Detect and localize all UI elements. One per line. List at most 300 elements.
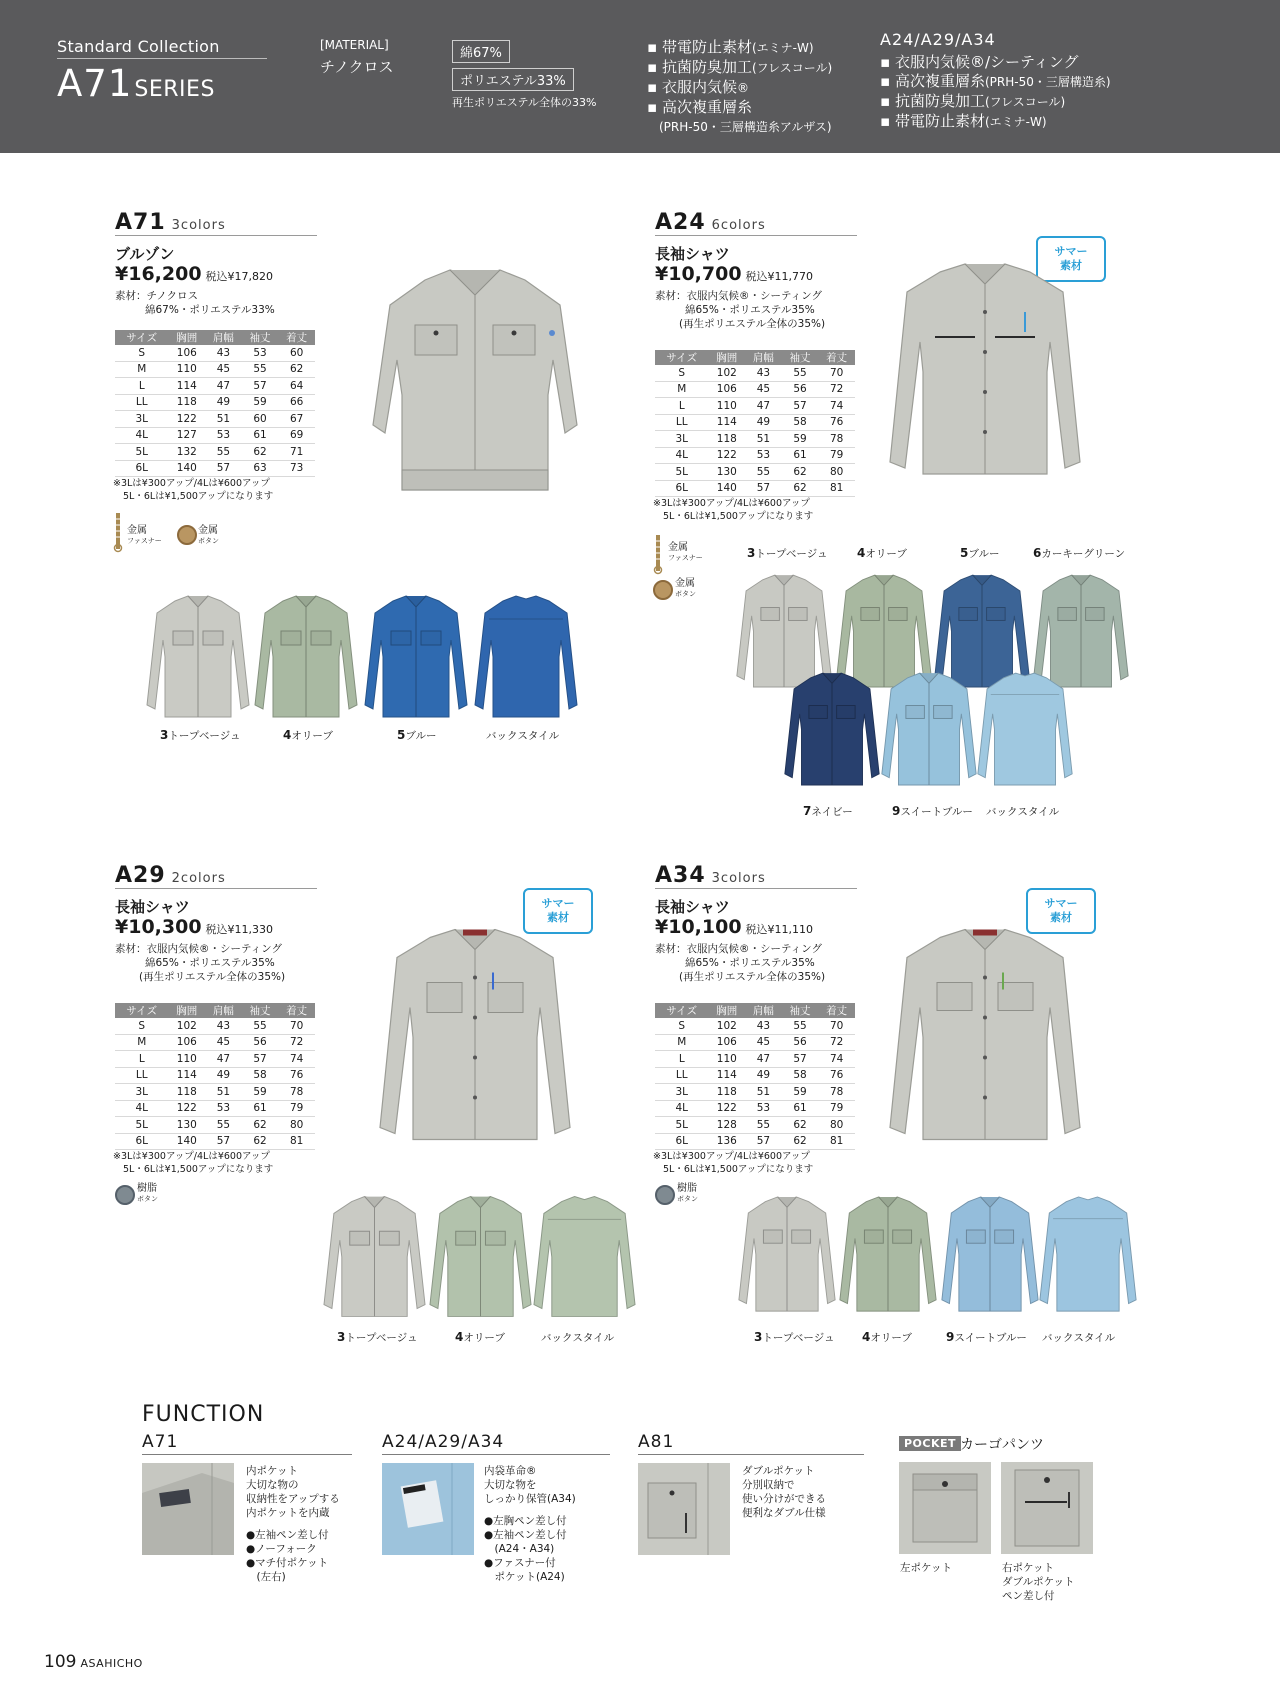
table-cell: 127 bbox=[168, 427, 205, 444]
garment-pocket bbox=[959, 608, 977, 621]
column-header: 胸囲 bbox=[168, 330, 205, 345]
shirts-feature-list bbox=[880, 53, 1111, 132]
a29-material: 素材：衣服内気候®・シーティング 綿65%・ポリエステル35% (再生ポリエステル全体の35%) bbox=[115, 943, 286, 983]
table-cell: 53 bbox=[242, 345, 279, 361]
collection-label: Standard Collection bbox=[57, 37, 220, 56]
table-cell: 53 bbox=[205, 1100, 242, 1117]
table-cell: 61 bbox=[242, 427, 279, 444]
table-row bbox=[115, 1133, 315, 1150]
garment-pocket bbox=[966, 1230, 985, 1243]
summer-material-badge: サマー 素材 bbox=[1026, 888, 1096, 934]
button-label: 金属 ボタン bbox=[198, 525, 219, 545]
brand-name: ASAHICHO bbox=[80, 1657, 143, 1670]
table-cell: 62 bbox=[242, 444, 279, 461]
variant-caption: 5ブルー bbox=[397, 728, 437, 742]
material-label: [MATERIAL] bbox=[320, 38, 389, 52]
table-row bbox=[115, 411, 315, 428]
a24-size-table bbox=[655, 350, 855, 497]
a29-name: 長袖シャツ bbox=[115, 898, 190, 916]
function-rule bbox=[382, 1454, 610, 1455]
column-header: 着丈 bbox=[818, 350, 855, 365]
a24-name: 長袖シャツ bbox=[655, 245, 730, 263]
table-cell: S bbox=[655, 1018, 708, 1034]
table-cell: 49 bbox=[745, 1067, 782, 1084]
variant-garment bbox=[428, 1190, 533, 1325]
variant-caption: バックスタイル bbox=[541, 1332, 615, 1344]
table-row bbox=[655, 1133, 855, 1150]
table-cell: 64 bbox=[278, 378, 315, 395]
variant-caption: 4オリーブ bbox=[862, 1330, 912, 1344]
table-row bbox=[655, 1084, 855, 1101]
table-row bbox=[655, 365, 855, 381]
column-header: サイズ bbox=[115, 330, 168, 345]
table-cell: 6L bbox=[655, 480, 708, 497]
table-cell: 43 bbox=[745, 365, 782, 381]
table-cell: 56 bbox=[782, 381, 819, 398]
table-cell: 122 bbox=[708, 1100, 745, 1117]
table-cell: 79 bbox=[818, 1100, 855, 1117]
garment-pocket bbox=[934, 706, 952, 719]
function-desc: ダブルポケット 分別収納で 使い分けができる 便利なダブル仕様 bbox=[742, 1465, 826, 1519]
inner-bag-photo bbox=[382, 1463, 474, 1555]
table-row bbox=[655, 1067, 855, 1084]
table-cell: 62 bbox=[242, 1133, 279, 1150]
title-underline bbox=[655, 235, 857, 236]
table-cell: 45 bbox=[745, 381, 782, 398]
table-cell: 62 bbox=[782, 1133, 819, 1150]
table-cell: 72 bbox=[818, 381, 855, 398]
table-cell: 43 bbox=[745, 1018, 782, 1034]
table-cell: 78 bbox=[278, 1084, 315, 1101]
table-cell: 110 bbox=[168, 361, 205, 378]
table-cell: 118 bbox=[168, 1084, 205, 1101]
table-cell: 102 bbox=[708, 365, 745, 381]
table-cell: 114 bbox=[168, 378, 205, 395]
table-cell: 114 bbox=[708, 1067, 745, 1084]
zipper-icon bbox=[113, 513, 123, 557]
series-header bbox=[0, 0, 1280, 153]
table-row bbox=[115, 1100, 315, 1117]
table-cell: 3L bbox=[655, 431, 708, 448]
recycle-note: 再生ポリエステル全体の33% bbox=[452, 96, 597, 109]
garment-pocket bbox=[281, 631, 301, 645]
table-cell: 43 bbox=[205, 345, 242, 361]
table-cell: 102 bbox=[708, 1018, 745, 1034]
table-cell: 3L bbox=[115, 1084, 168, 1101]
table-cell: 59 bbox=[782, 1084, 819, 1101]
table-cell: 57 bbox=[205, 1133, 242, 1150]
table-cell: 5L bbox=[115, 1117, 168, 1134]
series-suffix: SERIES bbox=[134, 77, 215, 102]
garment-pocket bbox=[350, 1231, 370, 1245]
column-header: 袖丈 bbox=[782, 1003, 819, 1018]
variant-caption: 7ネイビー bbox=[803, 804, 853, 818]
garment-pocket bbox=[789, 608, 807, 621]
table-cell: 57 bbox=[782, 1051, 819, 1068]
a34-material: 素材：衣服内気候®・シーティング 綿65%・ポリエステル35% (再生ポリエステル全体の35%) bbox=[655, 943, 826, 983]
table-cell: 118 bbox=[708, 1084, 745, 1101]
right-pocket-photo bbox=[1001, 1462, 1093, 1554]
table-cell: 3L bbox=[115, 411, 168, 428]
a71-feature-list bbox=[647, 38, 832, 137]
table-cell: 80 bbox=[818, 464, 855, 481]
garment-body bbox=[1040, 1197, 1136, 1311]
garment-body bbox=[534, 1197, 635, 1317]
column-header: 肩幅 bbox=[745, 1003, 782, 1018]
table-cell: 4L bbox=[115, 1100, 168, 1117]
table-cell: 45 bbox=[205, 361, 242, 378]
table-cell: 110 bbox=[168, 1051, 205, 1068]
variant-garment bbox=[363, 595, 469, 720]
column-header: 胸囲 bbox=[708, 1003, 745, 1018]
table-cell: 80 bbox=[278, 1117, 315, 1134]
garment-pocket bbox=[861, 608, 879, 621]
table-row bbox=[115, 1117, 315, 1134]
table-cell: M bbox=[655, 381, 708, 398]
garment-pocket bbox=[809, 706, 827, 719]
column-header: 着丈 bbox=[278, 1003, 315, 1018]
table-cell: M bbox=[655, 1034, 708, 1051]
table-cell: 47 bbox=[745, 1051, 782, 1068]
a34-size-table bbox=[655, 1003, 855, 1150]
table-cell: 106 bbox=[168, 345, 205, 361]
table-cell: 49 bbox=[745, 414, 782, 431]
garment-pocket bbox=[995, 1230, 1014, 1243]
table-cell: 45 bbox=[205, 1034, 242, 1051]
feature-item: ▪ 帯電防止素材(エミナ-W) bbox=[880, 112, 1047, 130]
variant-caption: 6カーキーグリーン bbox=[1033, 546, 1126, 560]
a71-material: 素材：チノクロス 綿67%・ポリエステル33% bbox=[115, 290, 275, 316]
title-underline bbox=[115, 888, 317, 889]
table-row bbox=[655, 1100, 855, 1117]
metal-button-icon bbox=[653, 580, 673, 600]
table-cell: 118 bbox=[708, 431, 745, 448]
garment-pocket bbox=[792, 1230, 811, 1243]
table-cell: 61 bbox=[242, 1100, 279, 1117]
table-cell: 60 bbox=[278, 345, 315, 361]
table-cell: 66 bbox=[278, 394, 315, 411]
table-cell: LL bbox=[655, 414, 708, 431]
a71-title: A71 3colors bbox=[115, 210, 226, 235]
table-cell: 60 bbox=[242, 411, 279, 428]
table-cell: 57 bbox=[745, 1133, 782, 1150]
column-header: サイズ bbox=[115, 1003, 168, 1018]
table-cell: 110 bbox=[708, 1051, 745, 1068]
button-label: 金属 ボタン bbox=[675, 578, 696, 598]
table-cell: 114 bbox=[168, 1067, 205, 1084]
table-cell: 106 bbox=[708, 1034, 745, 1051]
table-cell: 57 bbox=[782, 398, 819, 415]
garment-pocket bbox=[456, 1231, 476, 1245]
table-cell: 4L bbox=[655, 447, 708, 464]
table-cell: L bbox=[115, 378, 168, 395]
table-row bbox=[115, 378, 315, 395]
table-cell: 72 bbox=[278, 1034, 315, 1051]
table-cell: S bbox=[655, 365, 708, 381]
table-row bbox=[115, 1034, 315, 1051]
a24-price: ¥10,700 税込¥11,770 bbox=[655, 263, 814, 285]
feature-item: ▪ 衣服内気候® bbox=[647, 78, 749, 96]
garment-pocket bbox=[391, 631, 411, 645]
table-cell: 53 bbox=[745, 447, 782, 464]
variant-garment bbox=[976, 670, 1074, 790]
table-row bbox=[115, 427, 315, 444]
garment-pocket bbox=[889, 608, 907, 621]
column-header: サイズ bbox=[655, 1003, 708, 1018]
variant-caption: 4オリーブ bbox=[455, 1330, 505, 1344]
table-cell: 59 bbox=[242, 1084, 279, 1101]
table-cell: 102 bbox=[168, 1018, 205, 1034]
zipper-icon bbox=[653, 535, 663, 579]
material-name: チノクロス bbox=[320, 58, 394, 76]
table-cell: S bbox=[115, 345, 168, 361]
table-cell: 47 bbox=[745, 398, 782, 415]
table-cell: 55 bbox=[745, 464, 782, 481]
table-cell: 128 bbox=[708, 1117, 745, 1134]
table-cell: 69 bbox=[278, 427, 315, 444]
table-row bbox=[115, 460, 315, 477]
table-cell: 58 bbox=[782, 414, 819, 431]
garment-pocket bbox=[311, 631, 331, 645]
table-cell: 51 bbox=[745, 431, 782, 448]
column-header: 肩幅 bbox=[745, 350, 782, 365]
table-cell: 5L bbox=[655, 1117, 708, 1134]
table-cell: 74 bbox=[818, 398, 855, 415]
a29-main-shirt bbox=[375, 920, 575, 1150]
table-cell: 63 bbox=[242, 460, 279, 477]
garment-pocket bbox=[906, 706, 924, 719]
table-row bbox=[655, 381, 855, 398]
table-row bbox=[115, 361, 315, 378]
a71-size-table bbox=[115, 330, 315, 477]
table-cell: 76 bbox=[278, 1067, 315, 1084]
table-cell: 62 bbox=[782, 480, 819, 497]
garment-pocket bbox=[761, 608, 779, 621]
a34-size-note: ※3Lは¥300アップ/4Lは¥600アップ 5L・6Lは¥1,500アップになります bbox=[653, 1151, 814, 1175]
a34-name: 長袖シャツ bbox=[655, 898, 730, 916]
table-cell: 51 bbox=[745, 1084, 782, 1101]
table-header-row bbox=[655, 1003, 855, 1018]
garment-pocket bbox=[837, 706, 855, 719]
zipper-label: 金属 ファスナー bbox=[668, 542, 703, 562]
garment-pocket bbox=[203, 631, 223, 645]
garment-pocket bbox=[421, 631, 441, 645]
table-cell: 106 bbox=[708, 381, 745, 398]
table-header-row bbox=[115, 330, 315, 345]
table-cell: 71 bbox=[278, 444, 315, 461]
table-cell: LL bbox=[115, 394, 168, 411]
table-cell: 132 bbox=[168, 444, 205, 461]
table-cell: 140 bbox=[168, 1133, 205, 1150]
page-footer bbox=[44, 1652, 143, 1672]
table-cell: 74 bbox=[278, 1051, 315, 1068]
column-header: 着丈 bbox=[278, 330, 315, 345]
function-rule bbox=[142, 1454, 352, 1455]
a34-main-shirt bbox=[885, 920, 1085, 1150]
polyester-ratio: ポリエステル33% bbox=[452, 68, 574, 91]
table-cell: 81 bbox=[818, 1133, 855, 1150]
variant-garment bbox=[737, 1190, 837, 1320]
table-row bbox=[655, 414, 855, 431]
table-cell: 3L bbox=[655, 1084, 708, 1101]
variant-caption: 4オリーブ bbox=[283, 728, 333, 742]
a71-name: ブルゾン bbox=[115, 245, 175, 263]
table-row bbox=[655, 398, 855, 415]
column-header: 肩幅 bbox=[205, 330, 242, 345]
table-cell: 5L bbox=[115, 444, 168, 461]
table-cell: 6L bbox=[115, 1133, 168, 1150]
table-cell: 106 bbox=[168, 1034, 205, 1051]
button-label: 樹脂 ボタン bbox=[137, 1183, 158, 1203]
table-row bbox=[115, 1084, 315, 1101]
feature-item: ▪ 高次複重層糸(PRH-50・三層構造糸) bbox=[880, 72, 1111, 90]
table-cell: 47 bbox=[205, 1051, 242, 1068]
column-header: サイズ bbox=[655, 350, 708, 365]
variant-caption: 9スイートブルー bbox=[892, 804, 973, 818]
garment-pocket bbox=[987, 608, 1005, 621]
table-row bbox=[655, 464, 855, 481]
table-header-row bbox=[115, 1003, 315, 1018]
pocket-caption: 左ポケット bbox=[900, 1562, 952, 1574]
garment-body bbox=[475, 596, 577, 717]
table-row bbox=[655, 1034, 855, 1051]
function-title: FUNCTION bbox=[142, 1402, 265, 1427]
table-cell: 81 bbox=[818, 480, 855, 497]
table-cell: 55 bbox=[242, 1018, 279, 1034]
table-cell: 62 bbox=[782, 464, 819, 481]
metal-button-icon bbox=[177, 525, 197, 545]
table-cell: 49 bbox=[205, 394, 242, 411]
variant-garment bbox=[880, 670, 978, 790]
variant-caption: バックスタイル bbox=[486, 730, 560, 742]
table-cell: 47 bbox=[205, 378, 242, 395]
table-cell: 53 bbox=[205, 427, 242, 444]
table-cell: 55 bbox=[782, 1018, 819, 1034]
variant-garment bbox=[473, 595, 579, 720]
variant-garment bbox=[838, 1190, 938, 1320]
table-cell: L bbox=[655, 1051, 708, 1068]
table-cell: 62 bbox=[278, 361, 315, 378]
zipper-label: 金属 ファスナー bbox=[127, 525, 162, 545]
table-row bbox=[115, 444, 315, 461]
variant-garment bbox=[253, 595, 359, 720]
a29-title: A29 2colors bbox=[115, 863, 226, 888]
table-cell: 51 bbox=[205, 411, 242, 428]
table-cell: 70 bbox=[278, 1018, 315, 1034]
table-cell: 70 bbox=[818, 365, 855, 381]
function-heading: A71 bbox=[142, 1432, 179, 1452]
table-cell: 61 bbox=[782, 1100, 819, 1117]
title-underline bbox=[655, 888, 857, 889]
table-cell: 61 bbox=[782, 447, 819, 464]
table-row bbox=[655, 431, 855, 448]
button-label: 樹脂 ボタン bbox=[677, 1183, 698, 1203]
table-cell: LL bbox=[655, 1067, 708, 1084]
table-row bbox=[115, 1067, 315, 1084]
garment-pocket bbox=[893, 1230, 912, 1243]
table-cell: 81 bbox=[278, 1133, 315, 1150]
table-cell: 110 bbox=[708, 398, 745, 415]
table-cell: LL bbox=[115, 1067, 168, 1084]
table-cell: 140 bbox=[168, 460, 205, 477]
garment-pocket bbox=[763, 1230, 782, 1243]
table-cell: M bbox=[115, 361, 168, 378]
garment-pocket bbox=[864, 1230, 883, 1243]
table-cell: 45 bbox=[745, 1034, 782, 1051]
table-cell: 55 bbox=[205, 444, 242, 461]
table-cell: 55 bbox=[242, 361, 279, 378]
variant-caption: 3トープベージュ bbox=[160, 728, 241, 742]
garment-pocket bbox=[379, 1231, 399, 1245]
feature-item: ▪ 高次複重層糸 bbox=[647, 98, 752, 116]
title-underline bbox=[115, 235, 317, 236]
a71-price: ¥16,200 税込¥17,820 bbox=[115, 263, 274, 285]
function-desc: 内ポケット 大切な物の 収納性をアップする 内ポケットを内蔵 ●左袖ペン差し付 ●ノーフォーク ●マチ付ポケット (左右) bbox=[246, 1465, 340, 1583]
a24-title: A24 6colors bbox=[655, 210, 766, 235]
a29-size-note: ※3Lは¥300アップ/4Lは¥600アップ 5L・6Lは¥1,500アップになります bbox=[113, 1151, 274, 1175]
table-cell: 59 bbox=[242, 394, 279, 411]
garment-body bbox=[978, 673, 1072, 785]
a34-title: A34 3colors bbox=[655, 863, 766, 888]
table-cell: 78 bbox=[818, 431, 855, 448]
resin-button-icon bbox=[655, 1185, 675, 1205]
table-cell: S bbox=[115, 1018, 168, 1034]
table-cell: 53 bbox=[745, 1100, 782, 1117]
feature-item: ▪ 帯電防止素材(エミナ-W) bbox=[647, 38, 814, 56]
table-cell: 4L bbox=[115, 427, 168, 444]
table-cell: 55 bbox=[745, 1117, 782, 1134]
a29-size-table bbox=[115, 1003, 315, 1150]
function-rule bbox=[638, 1454, 864, 1455]
table-cell: 79 bbox=[818, 447, 855, 464]
series-title bbox=[57, 62, 215, 105]
feature-item: ▪ 抗菌防臭加工(フレスコール) bbox=[647, 58, 833, 76]
table-cell: 122 bbox=[168, 1100, 205, 1117]
table-cell: 6L bbox=[655, 1133, 708, 1150]
table-cell: 43 bbox=[205, 1018, 242, 1034]
table-cell: 5L bbox=[655, 464, 708, 481]
variant-caption: 4オリーブ bbox=[857, 546, 907, 560]
table-cell: 6L bbox=[115, 460, 168, 477]
column-header: 胸囲 bbox=[708, 350, 745, 365]
table-cell: 57 bbox=[242, 378, 279, 395]
table-cell: 51 bbox=[205, 1084, 242, 1101]
column-header: 肩幅 bbox=[205, 1003, 242, 1018]
variant-caption: 3トープベージュ bbox=[754, 1330, 835, 1344]
table-cell: 57 bbox=[242, 1051, 279, 1068]
table-cell: L bbox=[115, 1051, 168, 1068]
table-header-row bbox=[655, 350, 855, 365]
a24-material: 素材：衣服内気候®・シーティング 綿65%・ポリエステル35% (再生ポリエステル全体の35%) bbox=[655, 290, 826, 330]
table-cell: 80 bbox=[818, 1117, 855, 1134]
table-cell: 130 bbox=[168, 1117, 205, 1134]
table-row bbox=[655, 1117, 855, 1134]
pocket-title: カーゴパンツ bbox=[960, 1437, 1044, 1453]
function-heading: A81 bbox=[638, 1432, 675, 1452]
table-cell: 55 bbox=[782, 365, 819, 381]
cotton-ratio: 綿67% bbox=[452, 40, 510, 63]
table-cell: 4L bbox=[655, 1100, 708, 1117]
table-cell: L bbox=[655, 398, 708, 415]
variant-caption: 3トープベージュ bbox=[337, 1330, 418, 1344]
table-cell: 140 bbox=[708, 480, 745, 497]
feature-item: ▪ 抗菌防臭加工(フレスコール) bbox=[880, 92, 1066, 110]
table-cell: 56 bbox=[242, 1034, 279, 1051]
table-cell: 74 bbox=[818, 1051, 855, 1068]
table-cell: 55 bbox=[205, 1117, 242, 1134]
table-cell: 58 bbox=[242, 1067, 279, 1084]
shirts-heading: A24/A29/A34 bbox=[880, 30, 996, 49]
